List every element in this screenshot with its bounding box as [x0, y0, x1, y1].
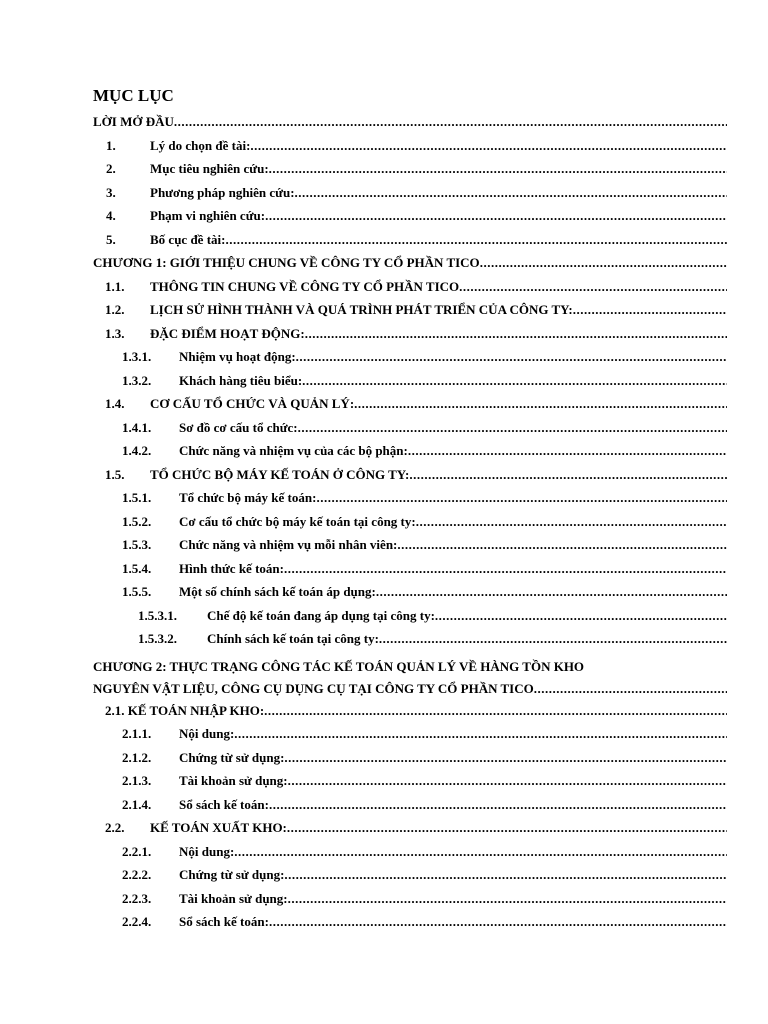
dot-leader: [408, 443, 727, 459]
toc-entry-number: 2.2.: [105, 820, 125, 835]
toc-entry[interactable]: [93, 726, 727, 750]
toc-entry-number: 2.2.3.: [122, 890, 152, 906]
dot-leader: [379, 631, 727, 647]
toc-entry[interactable]: [93, 537, 727, 561]
toc-entry-text: Chức năng và nhiệm vụ mỗi nhân viên:: [179, 537, 398, 552]
toc-entry[interactable]: [93, 703, 727, 727]
toc-entry[interactable]: [93, 467, 727, 491]
dot-leader: [234, 726, 727, 742]
toc-entry[interactable]: [93, 255, 727, 279]
toc-entry[interactable]: [93, 208, 727, 232]
toc-entry[interactable]: [93, 773, 727, 797]
toc-entry-text: Tài khoản sử dụng:: [179, 890, 288, 906]
toc-entry-number: 1.3.: [105, 325, 125, 341]
toc-entry-number: 1.5.3.: [122, 537, 152, 552]
toc-entry-number: 2.1.2.: [122, 749, 152, 765]
toc-entry-text: Chính sách kế toán tại công ty:: [207, 631, 379, 646]
toc-entry[interactable]: [93, 326, 727, 350]
toc-entry[interactable]: [93, 891, 727, 915]
toc-entry[interactable]: [93, 443, 727, 467]
dot-leader: [287, 820, 727, 836]
dot-leader: [305, 326, 727, 342]
toc-entry-number: 2.1.1.: [122, 726, 152, 741]
toc-entry-text: Một số chính sách kế toán áp dụng:: [179, 584, 376, 599]
toc-entry[interactable]: [93, 349, 727, 373]
toc-entry-text: Cơ cấu tổ chức bộ máy kế toán tại công ty:: [179, 513, 416, 529]
dot-leader: [480, 255, 727, 271]
dot-leader: [397, 537, 727, 553]
dot-leader: [265, 208, 727, 224]
dot-leader: [534, 678, 727, 700]
dot-leader: [316, 490, 727, 506]
toc-entry[interactable]: [93, 185, 727, 209]
toc-entry[interactable]: [93, 797, 727, 821]
toc-entry-number: 4.: [106, 208, 116, 223]
toc-entry-number: 5.: [106, 231, 116, 247]
dot-leader: [284, 561, 727, 577]
toc-entry-text: Chứng từ sử dụng:: [179, 867, 285, 882]
toc-entry[interactable]: [93, 584, 727, 608]
toc-entry-number: 1.3.2.: [122, 372, 152, 388]
toc-entry[interactable]: [93, 138, 727, 162]
toc-entry-text: LỜI MỞ ĐẦU: [93, 114, 174, 129]
toc-entry[interactable]: [93, 161, 727, 185]
dot-leader: [298, 420, 727, 436]
toc-entry[interactable]: [93, 750, 727, 774]
toc-entry-number: 1.5.4.: [122, 560, 152, 576]
toc-entry[interactable]: [93, 114, 727, 138]
toc-entry-text: THÔNG TIN CHUNG VỀ CÔNG TY CỔ PHẦN TICO: [150, 278, 460, 294]
dot-leader: [435, 608, 727, 624]
toc-entry-number: 2.1.4.: [122, 796, 152, 812]
toc-entry-text-continued: NGUYÊN VẬT LIỆU, CÔNG CỤ DỤNG CỤ TẠI CÔNG TY CỔ PHẦN TICO: [93, 680, 534, 696]
toc-entry-text: Khách hàng tiêu biểu:: [179, 372, 303, 388]
dot-leader: [284, 750, 727, 766]
toc-entry-number: 1.1.: [105, 278, 125, 294]
dot-leader: [288, 891, 727, 907]
table-of-contents: [93, 114, 727, 938]
toc-entry-text: Sổ sách kế toán:: [179, 796, 269, 812]
toc-entry-text: Chế độ kế toán đang áp dụng tại công ty:: [207, 607, 435, 623]
toc-entry-number: 2.2.2.: [122, 867, 152, 882]
toc-entry-text: Phạm vi nghiên cứu:: [150, 208, 266, 223]
toc-entry[interactable]: [93, 631, 727, 655]
dot-leader: [295, 185, 727, 201]
dot-leader: [264, 703, 727, 719]
toc-entry-text: CHƯƠNG 1: GIỚI THIỆU CHUNG VỀ CÔNG TY CỔ PHẦN TICO: [93, 255, 480, 270]
dot-leader: [174, 114, 727, 130]
dot-leader: [284, 867, 727, 883]
toc-entry-text: KẾ TOÁN XUẤT KHO:: [150, 820, 287, 835]
toc-entry-text: Sơ đồ cơ cấu tổ chức:: [179, 419, 298, 435]
toc-entry-number: 1.5.3.1.: [138, 607, 177, 623]
toc-entry-text: TỔ CHỨC BỘ MÁY KẾ TOÁN Ở CÔNG TY:: [150, 466, 410, 482]
toc-entry-text: Tài khoản sử dụng:: [179, 773, 288, 788]
toc-entry[interactable]: [93, 279, 727, 303]
toc-entry-number: 2.2.1.: [122, 843, 152, 859]
toc-entry-number: 1.5.1.: [122, 490, 152, 505]
toc-entry-text: Sổ sách kế toán:: [179, 914, 269, 929]
toc-entry-text: Nội dung:: [179, 726, 235, 741]
dot-leader: [296, 349, 727, 365]
toc-entry-text: Bố cục đề tài:: [150, 231, 226, 247]
toc-entry-text: Nội dung:: [179, 843, 235, 859]
toc-entry[interactable]: [93, 867, 727, 891]
toc-entry-number: 1.2.: [105, 302, 125, 317]
toc-entry-number: 1.4.2.: [122, 443, 152, 458]
dot-leader: [409, 467, 727, 483]
toc-entry-number: 2.: [106, 161, 116, 176]
dot-leader: [354, 396, 727, 412]
toc-entry[interactable]: [93, 232, 727, 256]
toc-entry-number: 1.5.5.: [122, 584, 152, 599]
toc-entry[interactable]: [93, 373, 727, 397]
toc-entry-text: CHƯƠNG 2: THỰC TRẠNG CÔNG TÁC KẾ TOÁN QUẢN LÝ VỀ HÀNG TỒN KHO: [93, 658, 585, 674]
toc-entry-number: 1.4.: [105, 396, 125, 411]
toc-entry-text: LỊCH SỬ HÌNH THÀNH VÀ QUÁ TRÌNH PHÁT TRIỂN CỦA CÔNG TY:: [150, 302, 573, 317]
toc-entry-number: 2.1.3.: [122, 773, 152, 788]
dot-leader: [250, 138, 727, 154]
toc-entry-text: Tổ chức bộ máy kế toán:: [179, 490, 317, 505]
toc-heading: MỤC LỤC: [93, 86, 174, 105]
toc-entry-text: Mục tiêu nghiên cứu:: [150, 161, 269, 176]
dot-leader: [459, 279, 727, 295]
dot-leader: [416, 514, 727, 530]
toc-entry[interactable]: [93, 914, 727, 938]
toc-entry[interactable]: [93, 820, 727, 844]
toc-entry-text: ĐẶC ĐIỂM HOẠT ĐỘNG:: [150, 325, 305, 341]
toc-entry-number: 1.: [106, 137, 116, 153]
toc-entry-text: Lý do chọn đề tài:: [150, 137, 251, 153]
dot-leader: [269, 914, 727, 930]
toc-entry[interactable]: [93, 490, 727, 514]
toc-entry[interactable]: [93, 608, 727, 632]
toc-entry-number: 1.5.3.2.: [138, 631, 177, 646]
dot-leader: [269, 161, 727, 177]
toc-entry[interactable]: [93, 844, 727, 868]
toc-entry-number: 1.3.1.: [122, 349, 152, 364]
toc-entry[interactable]: [93, 420, 727, 444]
dot-leader: [376, 584, 727, 600]
toc-entry-text: Nhiệm vụ hoạt động:: [179, 349, 296, 364]
toc-entry-number: 3.: [106, 184, 116, 200]
toc-entry[interactable]: [93, 655, 727, 703]
dot-leader: [234, 844, 727, 860]
toc-entry-text: 2.1. KẾ TOÁN NHẬP KHO:: [105, 702, 265, 718]
dot-leader: [288, 773, 727, 789]
toc-entry-number: 1.4.1.: [122, 419, 152, 435]
toc-entry-number: 2.2.4.: [122, 914, 152, 929]
toc-entry-text: Hình thức kế toán:: [179, 560, 284, 576]
toc-entry-text: Chứng từ sử dụng:: [179, 749, 285, 765]
dot-leader: [225, 232, 727, 248]
toc-entry[interactable]: [93, 514, 727, 538]
toc-entry-text: Phương pháp nghiên cứu:: [150, 184, 295, 200]
toc-entry-text: Chức năng và nhiệm vụ của các bộ phận:: [179, 443, 408, 458]
dot-leader: [302, 373, 727, 389]
dot-leader: [269, 797, 727, 813]
toc-entry-text: CƠ CẤU TỔ CHỨC VÀ QUẢN LÝ:: [150, 396, 355, 411]
toc-entry-number: 1.5.: [105, 466, 125, 482]
toc-entry[interactable]: [93, 396, 727, 420]
dot-leader: [573, 302, 727, 318]
toc-entry-number: 1.5.2.: [122, 513, 152, 529]
toc-entry[interactable]: [93, 561, 727, 585]
toc-entry[interactable]: [93, 302, 727, 326]
